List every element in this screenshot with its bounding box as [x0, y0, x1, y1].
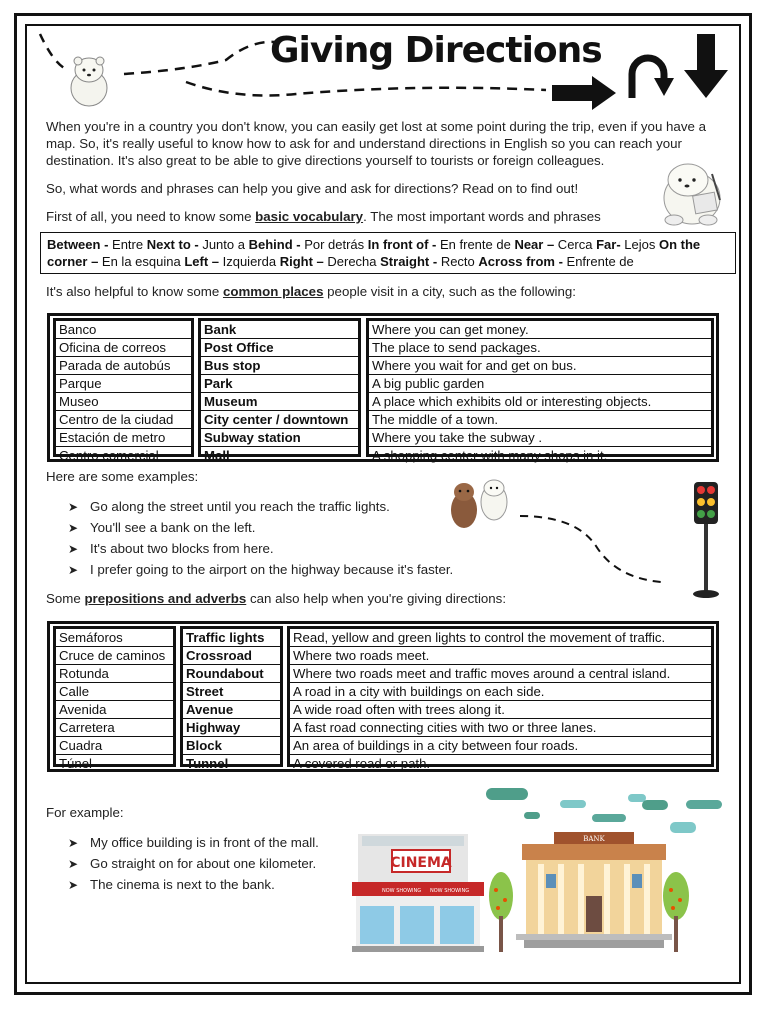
place-spanish-cell: Centro de la ciudad	[56, 411, 191, 429]
vocab-term: Between -	[47, 237, 109, 252]
road-spanish-cell: Cruce de caminos	[56, 647, 173, 665]
road-definition-cell: An area of buildings in a city between four roads.	[290, 737, 711, 755]
vocab-term: Far-	[596, 237, 621, 252]
bullet-arrow-icon: ➤	[68, 563, 79, 577]
vocab-translation: En la esquina	[98, 254, 185, 269]
list-item-text: It's about two blocks from here.	[90, 541, 274, 556]
place-spanish-cell: Parada de autobús	[56, 357, 191, 375]
place-english-cell: Mall	[204, 448, 230, 463]
list-item-text: My office building is in front of the mall.	[90, 835, 319, 850]
road-definition-cell: Where two roads meet and traffic moves around a central island.	[290, 665, 711, 683]
road-english-cell: Block	[183, 737, 280, 755]
place-english-cell: Bank	[201, 321, 358, 339]
vocab-translation: Junto a	[198, 237, 249, 252]
road-definition-cell: A fast road connecting cities with two or three lanes.	[290, 719, 711, 737]
roads-definition-column	[287, 626, 714, 771]
list-item-text: I prefer going to the airport on the highway because it's faster.	[90, 562, 454, 577]
places-english-column	[198, 318, 361, 463]
bullet-arrow-icon: ➤	[68, 878, 79, 892]
bears-walking-icon	[446, 478, 516, 532]
cinema-sign: CINEMA	[390, 855, 452, 871]
places-definition-column	[366, 318, 714, 463]
place-spanish-cell: Centro comercial	[59, 448, 159, 463]
place-definition-cell: A big public garden	[369, 375, 711, 393]
vocab-term: In front of -	[367, 237, 437, 252]
roads-english-column	[180, 626, 283, 771]
place-spanish-cell: Banco	[56, 321, 191, 339]
page-title: Giving Directions	[270, 30, 602, 71]
intro-paragraph-3: First of all, you need to know some basic vocabulary. The most important words and phrases	[46, 209, 601, 224]
examples-list	[68, 496, 453, 580]
bullet-arrow-icon: ➤	[68, 500, 79, 514]
examples-intro: Here are some examples:	[46, 469, 199, 484]
road-definition-cell: A wide road often with trees along it.	[290, 701, 711, 719]
roads-spanish-column	[53, 626, 176, 771]
for-example-label: For example:	[46, 805, 124, 820]
vocab-translation: Entre	[108, 237, 147, 252]
place-spanish-cell: Parque	[56, 375, 191, 393]
examples2-list	[68, 832, 319, 895]
places-spanish-column	[53, 318, 194, 463]
place-spanish-cell: Estación de metro	[56, 429, 191, 447]
bullet-arrow-icon: ➤	[68, 521, 79, 535]
place-english-cell: Museum	[201, 393, 358, 411]
traffic-light-icon	[690, 480, 722, 602]
place-definition-cell: A shopping center with many shops in it.	[372, 448, 608, 463]
basic-vocabulary-link: basic vocabulary	[255, 209, 364, 224]
list-item-text: Go along the street until you reach the traffic lights.	[90, 499, 390, 514]
vocab-translation: Lejos	[620, 237, 659, 252]
road-spanish-cell: Túnel	[59, 756, 92, 771]
place-english-cell: City center / downtown	[201, 411, 358, 429]
vocab-translation: Izquierda	[219, 254, 280, 269]
place-definition-cell: Where you wait for and get on bus.	[369, 357, 711, 375]
road-english-cell: Roundabout	[183, 665, 280, 683]
list-item	[68, 538, 453, 559]
place-definition-cell: A place which exhibits old or interesting objects.	[369, 393, 711, 411]
vocab-term: On the corner –	[47, 237, 701, 269]
tree-right-icon	[662, 870, 690, 952]
road-english-cell: Highway	[183, 719, 280, 737]
road-spanish-cell: Calle	[56, 683, 173, 701]
road-spanish-cell: Carretera	[56, 719, 173, 737]
vocab-translation: Enfrente de	[562, 254, 634, 269]
road-english-cell: Crossroad	[183, 647, 280, 665]
vocab-term: Across from -	[478, 254, 563, 269]
dashed-path-examples	[516, 506, 666, 586]
road-definition-cell: Read, yellow and green lights to control the movement of traffic.	[290, 629, 711, 647]
prepositions-link: prepositions and adverbs	[84, 591, 247, 606]
vocab-translation: Derecha	[323, 254, 381, 269]
place-definition-cell: Where you can get money.	[369, 321, 711, 339]
intro-paragraph-1: When you're in a country you don't know, you can easily get lost at some point during the trip, even if you have a map. So, it's really useful to know how to ask for and understand directions in English so you can reach your destination. It's also great to be able to give directions yourself to tourists or foreign colleagues.	[46, 119, 706, 168]
intro-paragraph-2: So, what words and phrases can help you give and ask for directions? Read on to find out!	[46, 181, 579, 196]
list-item	[68, 559, 453, 580]
road-english-cell: Traffic lights	[183, 629, 280, 647]
arrow-down-icon	[684, 34, 728, 98]
road-definition-cell: A road in a city with buildings on each side.	[290, 683, 711, 701]
vocab-translation: Por detrás	[300, 237, 368, 252]
road-english-cell: Tunnel	[186, 756, 229, 771]
vocabulary-box	[40, 232, 736, 274]
now-showing-sign-left: NOW SHOWING	[382, 888, 422, 894]
road-definition-cell: A covered road or path.	[293, 756, 431, 771]
road-spanish-cell: Avenida	[56, 701, 173, 719]
list-item-text: Go straight on for about one kilometer.	[90, 856, 317, 871]
common-places-link: common places	[222, 284, 324, 299]
place-english-cell: Post Office	[201, 339, 358, 357]
polar-bear-icon	[64, 52, 114, 110]
vocab-term: Straight -	[380, 254, 438, 269]
vocab-term: Next to -	[146, 237, 199, 252]
place-english-cell: Park	[201, 375, 358, 393]
prepositions-intro: Some prepositions and adverbs can also help when you're giving directions:	[46, 591, 507, 606]
road-spanish-cell: Cuadra	[56, 737, 173, 755]
bank-sign: BANK	[583, 835, 605, 843]
bullet-arrow-icon: ➤	[68, 857, 79, 871]
vocab-translation: Cerca	[554, 237, 597, 252]
now-showing-sign-right: NOW SHOWING	[430, 888, 470, 894]
bullet-arrow-icon: ➤	[68, 542, 79, 556]
place-spanish-cell: Oficina de correos	[56, 339, 191, 357]
list-item	[68, 517, 453, 538]
vocab-term: Behind -	[248, 237, 301, 252]
place-english-cell: Subway station	[201, 429, 358, 447]
place-spanish-cell: Museo	[56, 393, 191, 411]
list-item-text: The cinema is next to the bank.	[90, 877, 275, 892]
vocab-term: Left –	[184, 254, 219, 269]
road-spanish-cell: Rotunda	[56, 665, 173, 683]
vocab-translation: En frente de	[436, 237, 515, 252]
vocab-term: Near –	[514, 237, 555, 252]
u-turn-icon	[622, 50, 678, 100]
list-item	[68, 853, 319, 874]
list-item	[68, 832, 319, 853]
road-english-cell: Avenue	[183, 701, 280, 719]
vocab-term: Right –	[279, 254, 324, 269]
road-english-cell: Street	[183, 683, 280, 701]
place-definition-cell: The place to send packages.	[369, 339, 711, 357]
vocab-translation: Recto	[437, 254, 479, 269]
place-definition-cell: The middle of a town.	[369, 411, 711, 429]
list-item-text: You'll see a bank on the left.	[90, 520, 256, 535]
arrow-right-icon	[552, 76, 618, 110]
bullet-arrow-icon: ➤	[68, 836, 79, 850]
list-item	[68, 874, 319, 895]
tree-left-icon	[488, 870, 514, 952]
places-intro: It's also helpful to know some common places people visit in a city, such as the following:	[46, 284, 576, 299]
writing-bear-icon	[654, 154, 730, 228]
bank-building	[514, 830, 674, 952]
place-english-cell: Bus stop	[201, 357, 358, 375]
road-spanish-cell: Semáforos	[56, 629, 173, 647]
cinema-building	[348, 832, 488, 954]
road-definition-cell: Where two roads meet.	[290, 647, 711, 665]
list-item	[68, 496, 453, 517]
place-definition-cell: Where you take the subway .	[369, 429, 711, 447]
